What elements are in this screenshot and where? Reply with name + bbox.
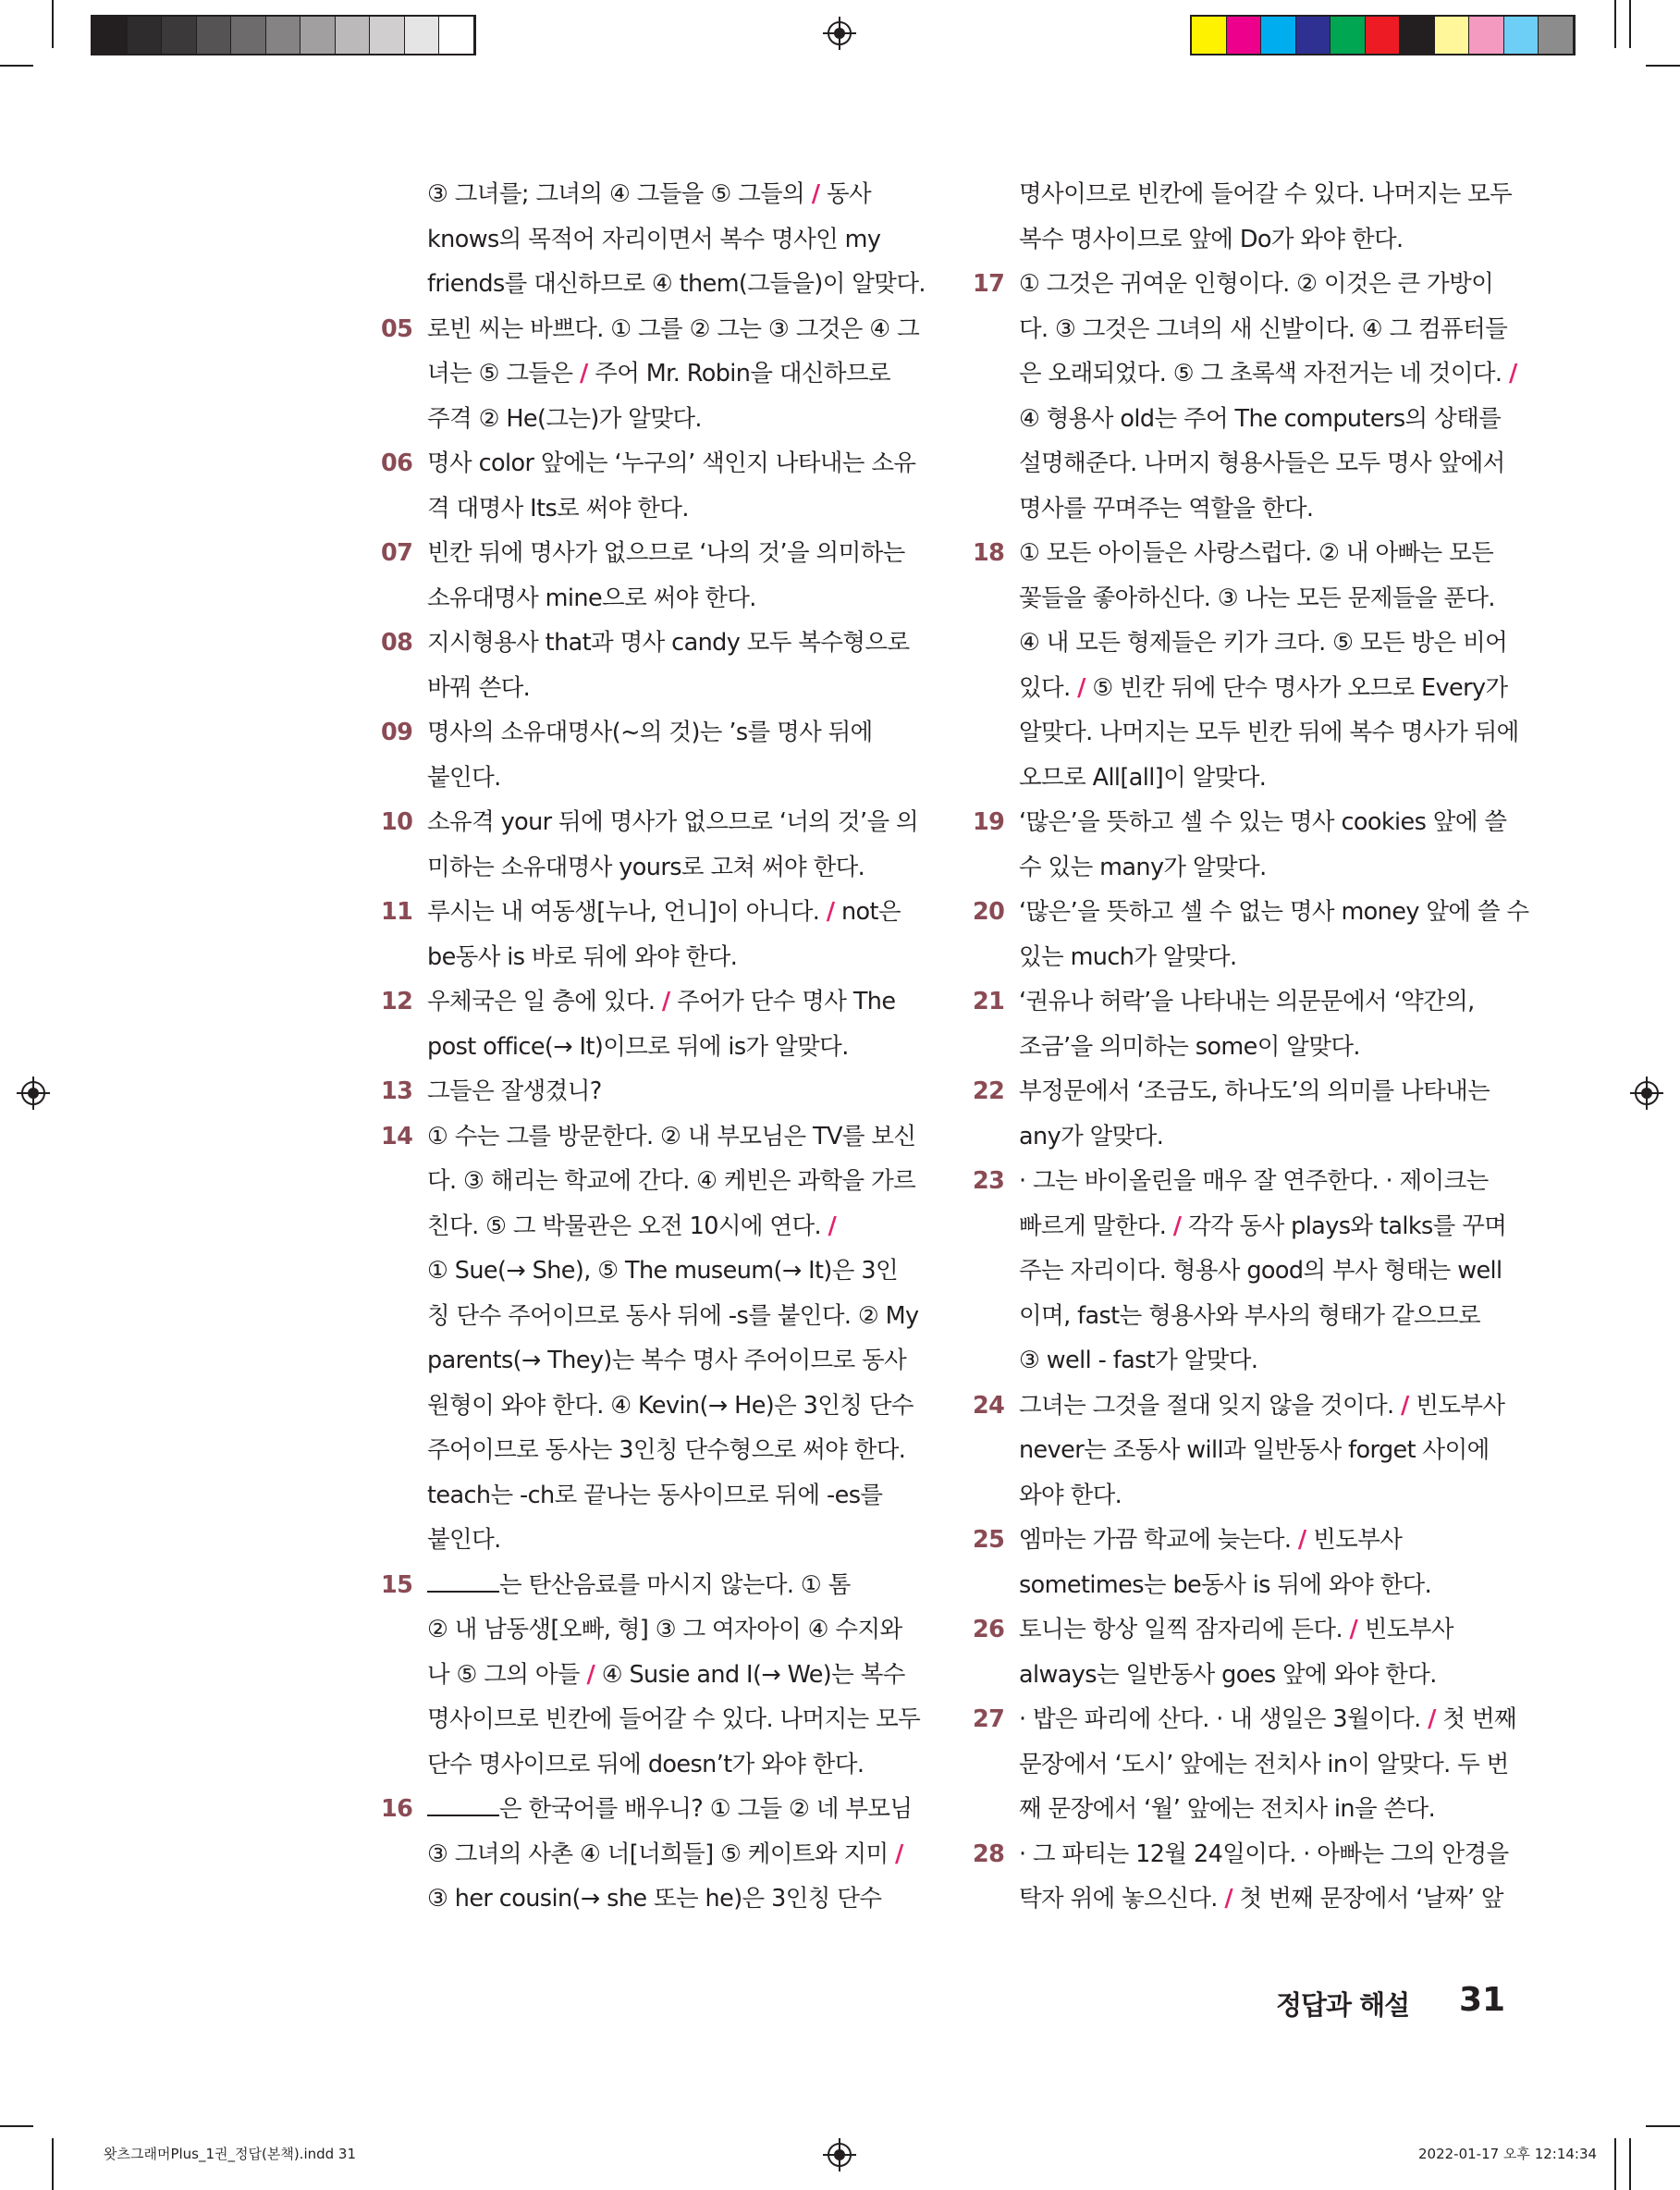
question-number: 22 — [973, 1077, 1005, 1105]
process-color-bar — [1190, 15, 1576, 55]
explanation-line: 소유격 your 뒤에 명사가 없으므로 ‘너의 것’을 의 — [427, 808, 919, 836]
date-slug: 2022-01-17 오후 12:14:34 — [1418, 2146, 1598, 2162]
section-label: 정답과 해설 — [1276, 1989, 1410, 2021]
explanation-line: 는 탄산음료를 마시지 않는다. ① 톰 — [427, 1563, 936, 1608]
explanation-line: 오므로 All[all]이 알맞다. — [1019, 763, 1267, 792]
explanation-line: 수 있는 many가 알맞다. — [1019, 853, 1267, 881]
color-swatch — [1435, 17, 1470, 54]
explanation-line: 설명해준다. 나머지 형용사들은 모두 명사 앞에서 — [1019, 449, 1505, 477]
grayscale-swatch — [162, 17, 197, 54]
explanation-line: ③ well - fast가 알맞다. — [1019, 1347, 1258, 1374]
grayscale-swatch — [336, 17, 371, 54]
color-swatch — [1504, 17, 1539, 54]
answer-item — [381, 1563, 936, 1788]
explanation-line: 복수 명사이므로 앞에 Do가 와야 한다. — [1019, 225, 1404, 253]
answer-item — [381, 441, 936, 531]
explanation-line: 다. ③ 해리는 학교에 간다. ④ 케빈은 과학을 가르 — [427, 1167, 916, 1195]
grayscale-swatch — [300, 17, 336, 54]
answer-item — [381, 621, 936, 710]
question-number: 18 — [973, 539, 1005, 567]
explanation-line: 있는 much가 알맞다. — [1019, 942, 1237, 971]
explanation-line: ③ her cousin(→ she 또는 he)은 3인칭 단수 — [427, 1885, 882, 1913]
question-number: 28 — [973, 1839, 1005, 1868]
separator-slash: / — [1508, 360, 1517, 388]
color-swatch — [1261, 17, 1296, 54]
explanation-line: 문장에서 ‘도시’ 앞에는 전치사 in이 알맞다. 두 번 — [1019, 1750, 1509, 1778]
color-swatch — [1296, 17, 1331, 54]
grayscale-swatch — [370, 17, 405, 54]
explanation-line: ‘많은’을 뜻하고 셀 수 있는 명사 cookies 앞에 쓸 — [1019, 808, 1507, 836]
explanation-line: 와야 한다. — [1019, 1481, 1122, 1509]
explanation-line: 우체국은 일 층에 있다. / 주어가 단수 명사 The — [427, 988, 896, 1015]
separator-slash: / — [1172, 1212, 1182, 1240]
separator-slash: / — [826, 898, 835, 926]
grayscale-color-bar — [91, 15, 476, 55]
explanation-line: 붙인다. — [427, 1526, 501, 1554]
explanation-line: 그녀는 그것을 절대 잊지 않을 것이다. / 빈도부사 — [1019, 1391, 1505, 1420]
explanation-line: 명사이므로 빈칸에 들어갈 수 있다. 나머지는 모두 — [1019, 180, 1513, 208]
explanation-line: 나 ⑤ 그의 아들 / ④ Susie and I(→ We)는 복수 — [427, 1660, 905, 1689]
crop-mark — [1614, 0, 1616, 48]
question-number: 12 — [381, 988, 413, 1015]
question-number: 16 — [381, 1795, 413, 1823]
crop-mark — [1646, 65, 1680, 67]
explanation-line: never는 조동사 will과 일반동사 forget 사이에 — [1019, 1436, 1490, 1464]
separator-slash: / — [1401, 1391, 1409, 1420]
explanation-line: knows의 목적어 자리이면서 복수 명사인 my — [427, 225, 881, 253]
explanation-line: · 밥은 파리에 산다. · 내 생일은 3월이다. / 첫 번째 — [1019, 1705, 1517, 1733]
separator-slash: / — [579, 360, 588, 388]
explanation-line: 원형이 와야 한다. ④ Kevin(→ He)은 3인칭 단수 — [427, 1391, 914, 1420]
registration-mark-icon — [823, 17, 856, 50]
separator-slash: / — [1349, 1616, 1358, 1643]
color-swatch — [1539, 17, 1574, 54]
explanation-line: 꽃들을 좋아하신다. ③ 나는 모든 문제들을 푼다. — [1019, 584, 1495, 612]
answer-item — [973, 531, 1527, 800]
separator-slash: / — [895, 1839, 903, 1868]
answer-item — [381, 979, 936, 1069]
question-number: 19 — [973, 808, 1005, 836]
question-number: 15 — [381, 1570, 413, 1599]
separator-slash: / — [661, 988, 670, 1015]
explanation-line: always는 일반동사 goes 앞에 와야 한다. — [1019, 1660, 1437, 1689]
explanation-line: 그들은 잘생겼니? — [427, 1077, 602, 1105]
crop-mark — [1629, 2138, 1631, 2190]
answer-item — [381, 890, 936, 979]
question-number: 27 — [973, 1705, 1005, 1733]
answer-item — [381, 1787, 936, 1922]
question-number: 13 — [381, 1077, 413, 1105]
answer-item — [973, 1607, 1527, 1697]
explanation-line: 은 오래되었다. ⑤ 그 초록색 자전거는 네 것이다. / — [1019, 360, 1517, 388]
question-number: 25 — [973, 1526, 1005, 1554]
grayscale-swatch — [266, 17, 301, 54]
grayscale-swatch — [197, 17, 232, 54]
explanation-line: friends를 대신하므로 ④ them(그들을)이 알맞다. — [427, 270, 926, 298]
explanation-line: 붙인다. — [427, 763, 501, 792]
explanation-line: ④ 형용사 old는 주어 The computers의 상태를 — [1019, 404, 1502, 433]
grayscale-swatch — [231, 17, 266, 54]
explanation-line: 소유대명사 mine으로 써야 한다. — [427, 584, 756, 612]
answer-item — [381, 307, 936, 442]
answer-item — [381, 800, 936, 890]
answer-item — [381, 1069, 936, 1114]
answer-item — [973, 800, 1527, 890]
separator-slash: / — [811, 180, 820, 208]
question-number: 26 — [973, 1616, 1005, 1643]
answer-item — [381, 172, 936, 307]
question-number: 05 — [381, 314, 413, 343]
explanation-line: · 그는 바이올린을 매우 잘 연주한다. · 제이크는 — [1019, 1167, 1489, 1195]
explanation-line: 명사 color 앞에는 ‘누구의’ 색인지 나타내는 소유 — [427, 449, 916, 477]
explanation-line: 다. ③ 그것은 그녀의 새 신발이다. ④ 그 컴퓨터들 — [1019, 314, 1508, 343]
answer-blank — [427, 1567, 499, 1593]
answer-item — [973, 172, 1527, 262]
separator-slash: / — [1428, 1705, 1436, 1733]
color-swatch — [1469, 17, 1504, 54]
file-slug: 왓츠그래머Plus_1권_정답(본책).indd 31 — [104, 2146, 357, 2162]
explanation-line: 조금’을 의미하는 some이 알맞다. — [1019, 1032, 1360, 1061]
explanation-line: ② 내 남동생[오빠, 형] ③ 그 여자아이 ④ 수지와 — [427, 1616, 902, 1643]
explanation-line: 주어이므로 동사는 3인칭 단수형으로 써야 한다. — [427, 1436, 906, 1464]
crop-mark — [1629, 0, 1631, 48]
explanation-line: 칭 단수 주어이므로 동사 뒤에 -s를 붙인다. ② My — [427, 1301, 919, 1330]
explanation-line: 빠르게 말한다. / 각각 동사 plays와 talks를 꾸며 — [1019, 1212, 1507, 1240]
explanation-line: 탁자 위에 놓으신다. / 첫 번째 문장에서 ‘날짜’ 앞 — [1019, 1885, 1503, 1913]
crop-mark — [1614, 2138, 1616, 2190]
question-number: 20 — [973, 898, 1005, 926]
explanation-line: 토니는 항상 일찍 잠자리에 든다. / 빈도부사 — [1019, 1616, 1453, 1643]
answer-item — [973, 1832, 1527, 1922]
explanation-line: 바꿔 쓴다. — [427, 673, 531, 702]
question-number: 21 — [973, 988, 1005, 1015]
explanation-line: ① 수는 그를 방문한다. ② 내 부모님은 TV를 보신 — [427, 1122, 916, 1150]
answer-item — [973, 1697, 1527, 1832]
answer-item — [973, 1159, 1527, 1384]
explanation-line: 명사이므로 빈칸에 들어갈 수 있다. 나머지는 모두 — [427, 1705, 921, 1733]
answer-item — [381, 531, 936, 621]
grayscale-swatch — [405, 17, 440, 54]
explanation-line: ① Sue(→ She), ⑤ The museum(→ It)은 3인 — [427, 1257, 898, 1285]
separator-slash: / — [586, 1660, 595, 1689]
question-number: 11 — [381, 898, 413, 926]
explanation-line: 미하는 소유대명사 yours로 고쳐 써야 한다. — [427, 853, 865, 881]
explanation-line: 은 한국어를 배우니? ① 그들 ② 네 부모님 — [427, 1787, 936, 1832]
explanation-line: 친다. ⑤ 그 박물관은 오전 10시에 연다. / — [427, 1212, 837, 1240]
explanation-line: post office(→ It)이므로 뒤에 is가 알맞다. — [427, 1032, 849, 1061]
explanation-line: parents(→ They)는 복수 명사 주어이므로 동사 — [427, 1347, 907, 1374]
explanation-line: 로빈 씨는 바쁘다. ① 그를 ② 그는 ③ 그것은 ④ 그 — [427, 314, 920, 343]
crop-mark — [1646, 2125, 1680, 2127]
separator-slash: / — [1077, 673, 1085, 702]
question-number: 09 — [381, 719, 413, 746]
color-swatch — [1227, 17, 1262, 54]
question-number: 08 — [381, 629, 413, 657]
question-number: 10 — [381, 808, 413, 836]
explanation-line: ① 모든 아이들은 사랑스럽다. ② 내 아빠는 모든 — [1019, 539, 1494, 567]
explanation-line: · 그 파티는 12월 24일이다. · 아빠는 그의 안경을 — [1019, 1839, 1509, 1868]
separator-slash: / — [828, 1212, 837, 1240]
grayscale-swatch — [128, 17, 163, 54]
answer-item — [973, 890, 1527, 979]
page-number: 31 — [1459, 1981, 1506, 2019]
question-number: 24 — [973, 1391, 1005, 1420]
explanation-line: 이며, fast는 형용사와 부사의 형태가 같으므로 — [1019, 1301, 1481, 1330]
explanation-line: 주격 ② He(그는)가 알맞다. — [427, 404, 702, 433]
answer-column-right — [973, 172, 1527, 1922]
answer-item — [973, 1069, 1527, 1159]
explanation-line: 명사를 꾸며주는 역할을 한다. — [1019, 494, 1314, 523]
crop-mark — [52, 2138, 54, 2190]
explanation-line: teach는 -ch로 끝나는 동사이므로 뒤에 -es를 — [427, 1481, 883, 1509]
color-swatch — [1331, 17, 1366, 54]
question-number: 17 — [973, 270, 1005, 298]
answer-item — [973, 1518, 1527, 1607]
explanation-line: ③ 그녀를; 그녀의 ④ 그들을 ⑤ 그들의 / 동사 — [427, 180, 872, 208]
registration-mark-icon — [17, 1077, 50, 1110]
explanation-line: 엠마는 가끔 학교에 늦는다. / 빈도부사 — [1019, 1526, 1403, 1554]
explanation-line: ③ 그녀의 사촌 ④ 너[너희들] ⑤ 케이트와 지미 / — [427, 1839, 903, 1868]
answer-item — [973, 979, 1527, 1069]
question-number: 07 — [381, 539, 413, 567]
answer-column-left — [381, 172, 936, 1922]
explanation-line: 째 문장에서 ‘월’ 앞에는 전치사 in을 쓴다. — [1019, 1795, 1436, 1823]
separator-slash: / — [1224, 1885, 1233, 1913]
color-swatch — [1400, 17, 1435, 54]
explanation-line: 격 대명사 Its로 써야 한다. — [427, 494, 689, 523]
color-swatch — [1366, 17, 1401, 54]
color-swatch — [1192, 17, 1227, 54]
explanation-line: ‘권유나 허락’을 나타내는 의문문에서 ‘약간의, — [1019, 988, 1475, 1015]
explanation-line: 알맞다. 나머지는 모두 빈칸 뒤에 복수 명사가 뒤에 — [1019, 719, 1519, 746]
crop-mark — [0, 65, 33, 67]
explanation-line: 부정문에서 ‘조금도, 하나도’의 의미를 나타내는 — [1019, 1077, 1490, 1105]
answer-blank — [427, 1790, 499, 1816]
explanation-line: sometimes는 be동사 is 뒤에 와야 한다. — [1019, 1570, 1432, 1599]
answer-item — [973, 1384, 1527, 1519]
explanation-line: 명사의 소유대명사(~의 것)는 ’s를 명사 뒤에 — [427, 719, 873, 746]
grayscale-swatch — [439, 17, 474, 54]
answer-item — [381, 710, 936, 800]
explanation-line: be동사 is 바로 뒤에 와야 한다. — [427, 942, 738, 971]
explanation-line: 지시형용사 that과 명사 candy 모두 복수형으로 — [427, 629, 910, 657]
answer-item — [381, 1114, 936, 1563]
explanation-line: ④ 내 모든 형제들은 키가 크다. ⑤ 모든 방은 비어 — [1019, 629, 1508, 657]
question-number: 14 — [381, 1122, 413, 1150]
crop-mark — [0, 2125, 33, 2127]
explanation-line: ‘많은’을 뜻하고 셀 수 없는 명사 money 앞에 쓸 수 — [1019, 898, 1529, 926]
question-number: 23 — [973, 1167, 1005, 1195]
registration-mark-icon — [1630, 1077, 1663, 1110]
answer-item — [973, 262, 1527, 531]
crop-mark — [52, 0, 54, 48]
grayscale-swatch — [92, 17, 128, 54]
explanation-line: 녀는 ⑤ 그들은 / 주어 Mr. Robin을 대신하므로 — [427, 360, 891, 388]
question-number: 06 — [381, 449, 413, 477]
separator-slash: / — [1297, 1526, 1306, 1554]
explanation-line: 주는 자리이다. 형용사 good의 부사 형태는 well — [1019, 1257, 1502, 1285]
explanation-line: ① 그것은 귀여운 인형이다. ② 이것은 큰 가방이 — [1019, 270, 1494, 298]
explanation-line: 있다. / ⑤ 빈칸 뒤에 단수 명사가 오므로 Every가 — [1019, 673, 1508, 702]
explanation-line: 빈칸 뒤에 명사가 없으므로 ‘나의 것’을 의미하는 — [427, 539, 905, 567]
explanation-line: 단수 명사이므로 뒤에 doesn’t가 와야 한다. — [427, 1750, 865, 1778]
explanation-line: 루시는 내 여동생[누나, 언니]이 아니다. / not은 — [427, 898, 901, 926]
registration-mark-icon — [823, 2138, 856, 2172]
explanation-line: any가 알맞다. — [1019, 1122, 1164, 1150]
